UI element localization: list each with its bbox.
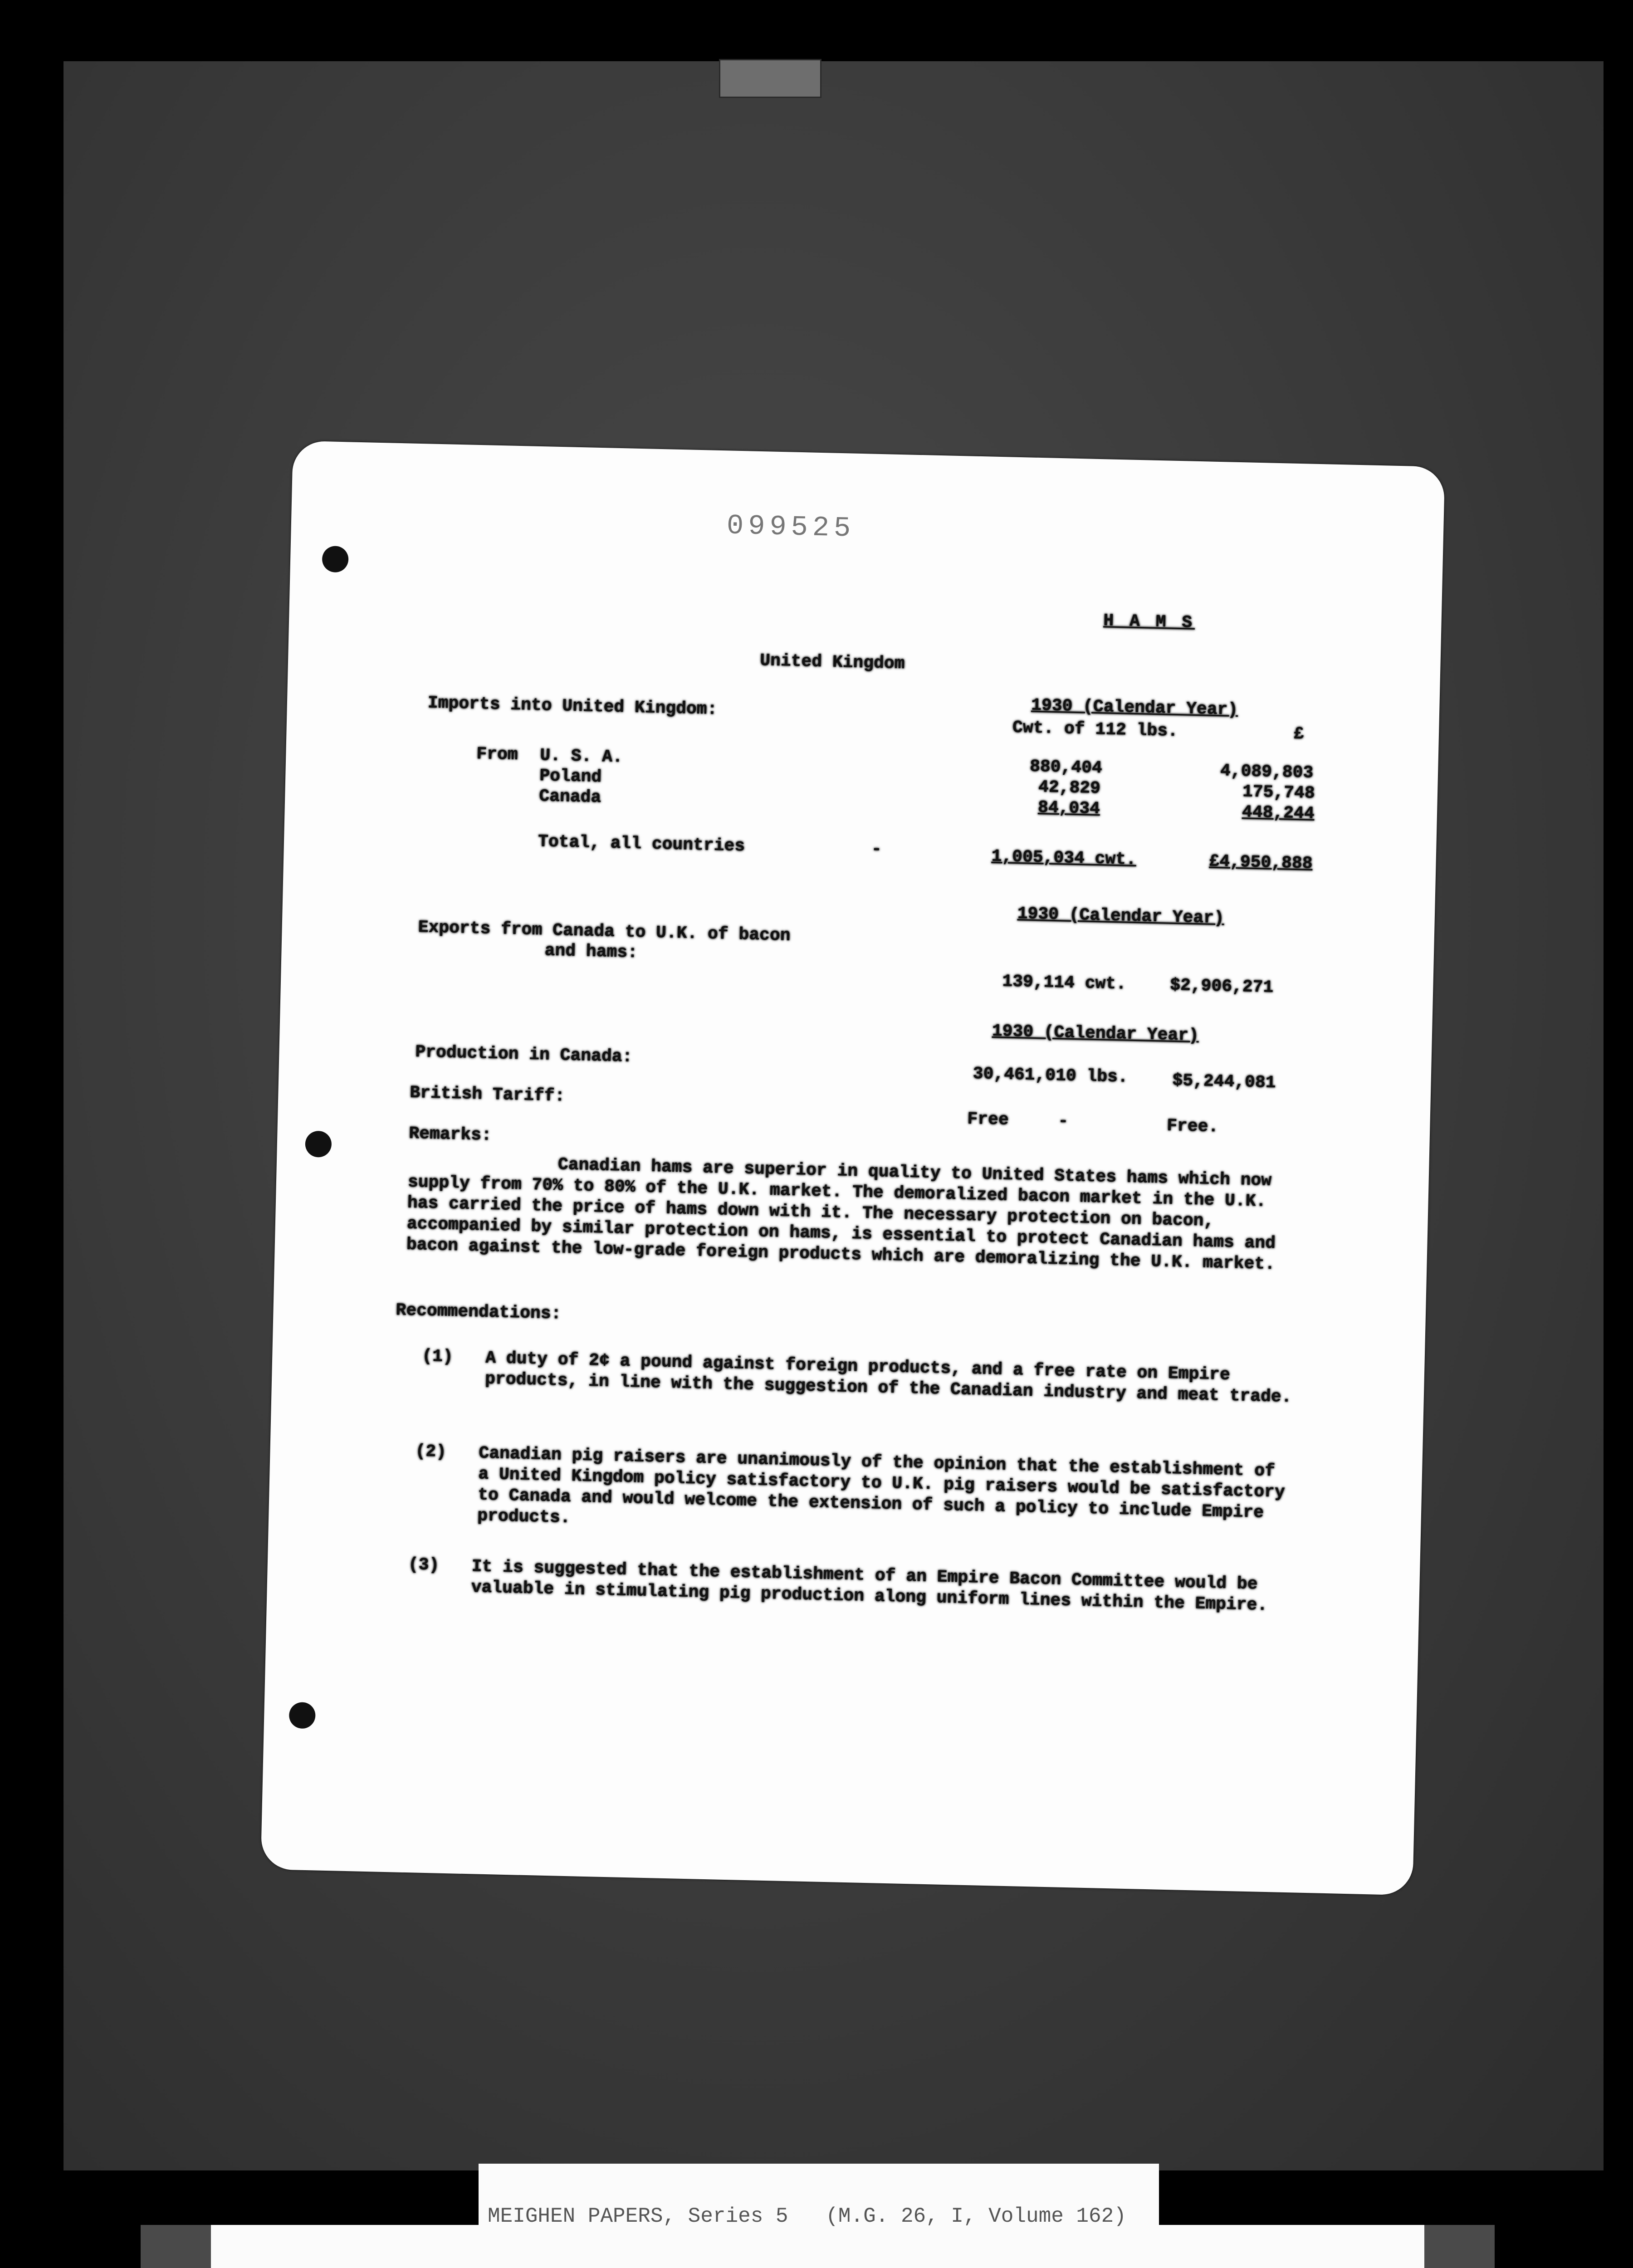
document-subtitle: United Kingdom xyxy=(759,651,905,674)
recommendation-text: A duty of 2¢ a pound against foreign products, and a free rate on Empire products, in line with the suggestion of the Canadian industry and meat trade. xyxy=(484,1348,1292,1408)
punch-hole-top xyxy=(322,546,349,572)
label-shadow-right xyxy=(1424,2225,1495,2268)
recommendation-number: (1) xyxy=(421,1346,454,1367)
production-value: $5,244,081 xyxy=(1172,1070,1276,1093)
remarks-label: Remarks: xyxy=(408,1124,492,1145)
imports-total-label: Total, all countries xyxy=(538,832,745,856)
exports-label-line1: Exports from Canada to U.K. of bacon xyxy=(418,918,791,946)
exports-cwt: 139,114 cwt. xyxy=(1002,972,1127,994)
production-year-header: 1930 (Calendar Year) xyxy=(992,1021,1199,1046)
film-clip xyxy=(719,59,821,98)
production-label: Production in Canada: xyxy=(415,1042,633,1067)
series-label-text: MEIGHEN PAPERS, Series 5 (M.G. 26, I, Volume 162) xyxy=(488,2204,1126,2228)
imports-label: Imports into United Kingdom: xyxy=(427,693,718,719)
import-cwt: 84,034 xyxy=(1037,798,1100,819)
tariff-label: British Tariff: xyxy=(410,1083,565,1106)
import-pounds: 448,244 xyxy=(1242,802,1315,824)
recommendation-number: (2) xyxy=(415,1442,447,1462)
tariff-left: Free xyxy=(967,1109,1009,1130)
recommendation-text: It is suggested that the establishment of an Empire Bacon Committee would be valuable in stimulating pig production along uniform lines within the Empire. xyxy=(471,1557,1268,1615)
punch-hole-bottom xyxy=(289,1702,316,1729)
series-label xyxy=(479,2164,1159,2241)
label-shadow-left xyxy=(141,2225,211,2268)
remarks-text: Canadian hams are superior in quality to United States hams which now supply from 70% to 80% of the U.K. market. The demoralized bacon market in the U.K. has carried the price of hams down with it. The necessary protection on bacon, accompanied by similar protection on hams, is essential to protect Canadian hams and bacon against the low-grade foreign products which are demoralizing the U.K. market. xyxy=(406,1155,1276,1275)
exports-year-header: 1930 (Calendar Year) xyxy=(1017,904,1225,929)
production-lbs: 30,461,010 lbs. xyxy=(973,1064,1129,1087)
document-stamp-number: 099525 xyxy=(726,509,856,545)
recommendations-label: Recommendations: xyxy=(396,1300,562,1324)
recommendation-text: Canadian pig raisers are unanimously of the opinion that the establishment of a United Kingdom policy satisfactory to U.K. pig raisers would be satisfactory to Canada and would welcome the extension of such a policy to include Empire products. xyxy=(477,1443,1286,1528)
import-country: Canada xyxy=(538,787,601,808)
recommendation-number: (3) xyxy=(408,1554,440,1575)
imports-total-cwt: 1,005,034 cwt. xyxy=(991,846,1137,870)
punch-hole-middle xyxy=(305,1131,332,1158)
exports-value: $2,906,271 xyxy=(1169,975,1274,997)
tariff-right: Free. xyxy=(1166,1116,1219,1137)
exports-label-line2: and hams: xyxy=(544,941,638,963)
imports-from-label: From xyxy=(476,744,518,765)
import-country: Poland xyxy=(539,766,602,787)
import-country: U. S. A. xyxy=(539,746,623,767)
tariff-dash: - xyxy=(1057,1111,1069,1131)
imports-total-pounds: £4,950,888 xyxy=(1209,851,1313,874)
import-pounds: 175,748 xyxy=(1242,782,1315,803)
document-page xyxy=(261,441,1445,1896)
import-cwt: 42,829 xyxy=(1038,777,1101,799)
imports-pound-header: £ xyxy=(1293,724,1305,744)
imports-units-header: Cwt. of 112 lbs. xyxy=(1012,718,1178,742)
imports-total-dash: - xyxy=(871,839,882,860)
import-cwt: 880,404 xyxy=(1029,757,1103,778)
import-pounds: 4,089,803 xyxy=(1220,761,1314,783)
imports-year-header: 1930 (Calendar Year) xyxy=(1031,695,1238,720)
document-title: H A M S xyxy=(1103,611,1195,633)
